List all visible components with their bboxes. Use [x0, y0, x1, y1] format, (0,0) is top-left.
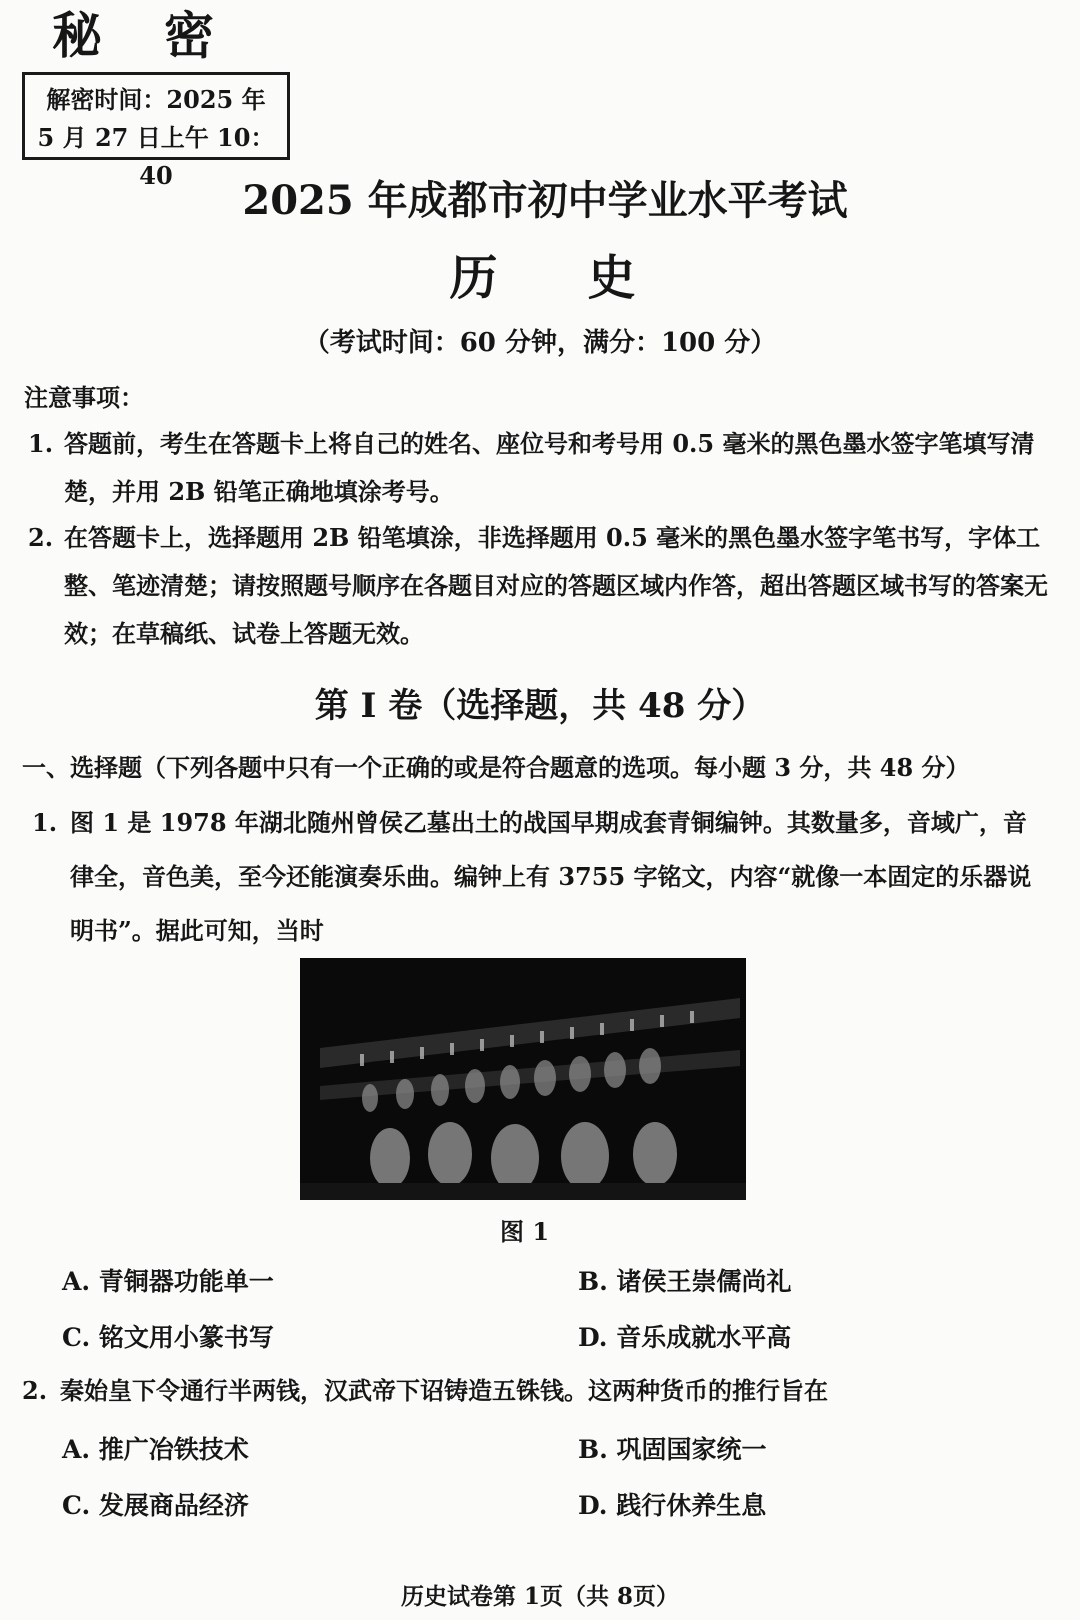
secret-label: 秘密 [52, 6, 276, 65]
q1-option-d: D. 音乐成就水平高 [578, 1323, 792, 1352]
notice-item-text: 在答题卡上，选择题用 2B 铅笔填涂，非选择题用 0.5 毫米的黑色墨水签字笔书写，字体工整、笔迹清楚；请按照题号顺序在各题目对应的答题区域内作答，超出答题区域书写的答案无效；在草稿纸、试卷上答题无效。 [64, 523, 1048, 648]
question-number: 2. [22, 1376, 48, 1405]
notice-item-number: 1. [28, 429, 54, 458]
declassify-line-1: 解密时间：2025 年 [46, 85, 266, 114]
notice-item [28, 420, 1048, 516]
q1-option-c: C. 铭文用小篆书写 [62, 1323, 274, 1352]
notice-item [28, 514, 1048, 658]
question-stem: 图 1 是 1978 年湖北随州曾侯乙墓出土的战国早期成套青铜编钟。其数量多，音域广，音律全，音色美，至今还能演奏乐曲。编钟上有 3755 字铭文，内容“就像一本固定的乐器说明书”。据此可知，当时 [70, 808, 1032, 945]
exam-info: （考试时间：60 分钟，满分：100 分） [303, 328, 777, 358]
declassify-time-box [22, 72, 290, 190]
declassify-line-2: 5 月 27 日上午 10：40 [37, 123, 275, 190]
bronze-bells-photo [300, 958, 746, 1200]
figure-caption: 图 1 [500, 1217, 550, 1246]
q2-option-c: C. 发展商品经济 [62, 1491, 249, 1520]
section-heading: 一、选择题（下列各题中只有一个正确的或是符合题意的选项。每小题 3 分，共 48 分） [22, 753, 970, 782]
part-heading: 第 I 卷（选择题，共 48 分） [314, 686, 766, 726]
question-2 [22, 1364, 1032, 1418]
page-footer: 历史试卷第 1页（共 8页） [400, 1583, 680, 1610]
q2-option-b: B. 巩固国家统一 [578, 1435, 767, 1464]
question-1 [32, 796, 1042, 958]
q2-option-d: D. 践行休养生息 [578, 1491, 767, 1520]
exam-title: 2025 年成都市初中学业水平考试 [242, 177, 848, 224]
question-number: 1. [32, 808, 58, 837]
question-stem: 秦始皇下令通行半两钱，汉武帝下诏铸造五铢钱。这两种货币的推行旨在 [60, 1376, 828, 1405]
notice-item-text: 答题前，考生在答题卡上将自己的姓名、座位号和考号用 0.5 毫米的黑色墨水签字笔填写清楚，并用 2B 铅笔正确地填涂考号。 [64, 429, 1035, 506]
q2-option-a: A. 推广冶铁技术 [62, 1435, 249, 1464]
subject-title: 历史 [449, 250, 726, 306]
notice-item-number: 2. [28, 523, 54, 552]
q1-option-b: B. 诸侯王崇儒尚礼 [578, 1267, 792, 1296]
notice-heading: 注意事项： [24, 383, 144, 412]
q1-option-a: A. 青铜器功能单一 [62, 1267, 274, 1296]
